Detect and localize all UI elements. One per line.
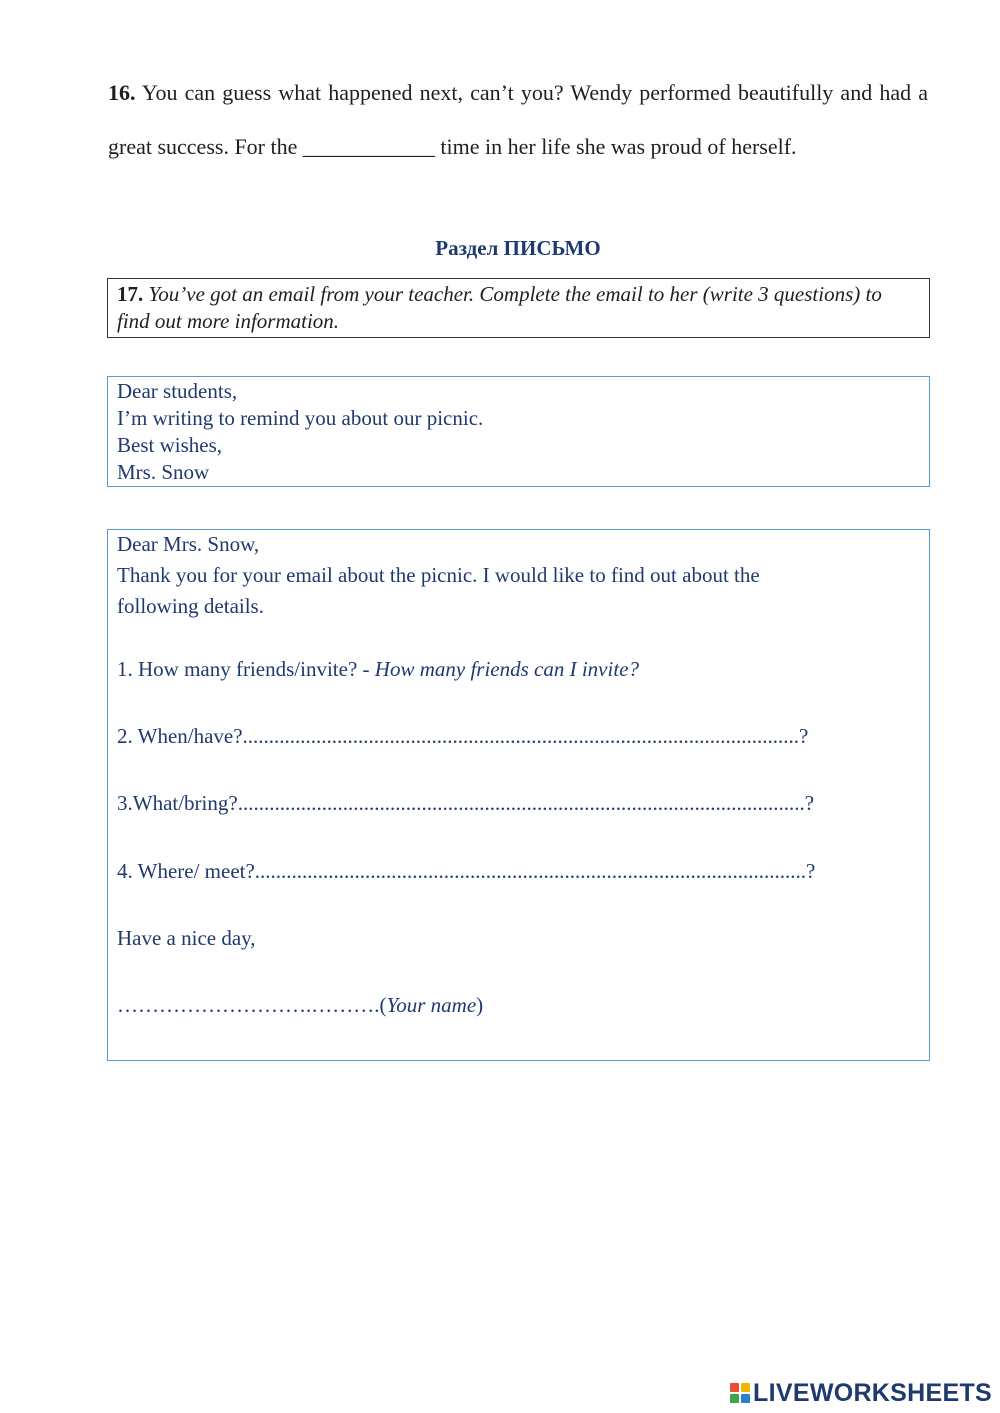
- teacher-email-box: [107, 376, 930, 487]
- reply-greeting: Dear Mrs. Snow,: [117, 532, 260, 556]
- logo-grid-icon: [730, 1383, 750, 1403]
- task-17-number: 17.: [117, 282, 144, 306]
- liveworksheets-logo: [730, 1379, 992, 1407]
- reply-closing: Have a nice day,: [117, 926, 256, 950]
- logo-square-3: [730, 1394, 739, 1403]
- reply-question-2[interactable]: 2. When/have?..........................................................................................................?: [117, 724, 809, 748]
- teacher-email-closing: Best wishes,: [117, 433, 222, 457]
- reply-question-3[interactable]: 3.What/bring?............................................................................................................?: [117, 791, 815, 815]
- reply-email-box: [107, 529, 930, 1061]
- question-1-prompt: 1. How many friends/invite? -: [117, 657, 375, 681]
- section-title: Раздел ПИСЬМО: [435, 236, 601, 260]
- reply-question-4[interactable]: 4. Where/ meet?.........................................................................................................?: [117, 859, 816, 883]
- name-hint: Your name: [386, 993, 477, 1017]
- task-17-box: [107, 278, 930, 338]
- reply-question-1: [117, 657, 639, 682]
- name-close: ): [476, 993, 484, 1017]
- reply-name-line[interactable]: [117, 993, 483, 1018]
- teacher-email-signature: Mrs. Snow: [117, 460, 210, 484]
- logo-square-4: [741, 1394, 750, 1403]
- task-17-instruction: You’ve got an email from your teacher. Complete the email to her (write 3 questions) to find out more information.: [117, 282, 882, 333]
- logo-text: LIVEWORKSHEETS: [753, 1378, 992, 1407]
- name-dots: ……………………….……….(: [117, 993, 387, 1017]
- reply-body-line-1: Thank you for your email about the picnic. I would like to find out about the: [117, 563, 760, 587]
- teacher-email-body: I’m writing to remind you about our picnic.: [117, 406, 484, 430]
- question-1-answer: How many friends can I invite?: [374, 657, 639, 681]
- question-16: [108, 66, 928, 174]
- logo-square-1: [730, 1383, 739, 1392]
- reply-body-line-2: following details.: [117, 594, 264, 618]
- question-16-text: You can guess what happened next, can’t you? Wendy performed beautifully and had a great success. For the ____________ time in her life she was proud of herself.: [108, 80, 928, 159]
- teacher-email-greeting: Dear students,: [117, 379, 238, 403]
- logo-square-2: [741, 1383, 750, 1392]
- question-16-number: 16.: [108, 80, 136, 105]
